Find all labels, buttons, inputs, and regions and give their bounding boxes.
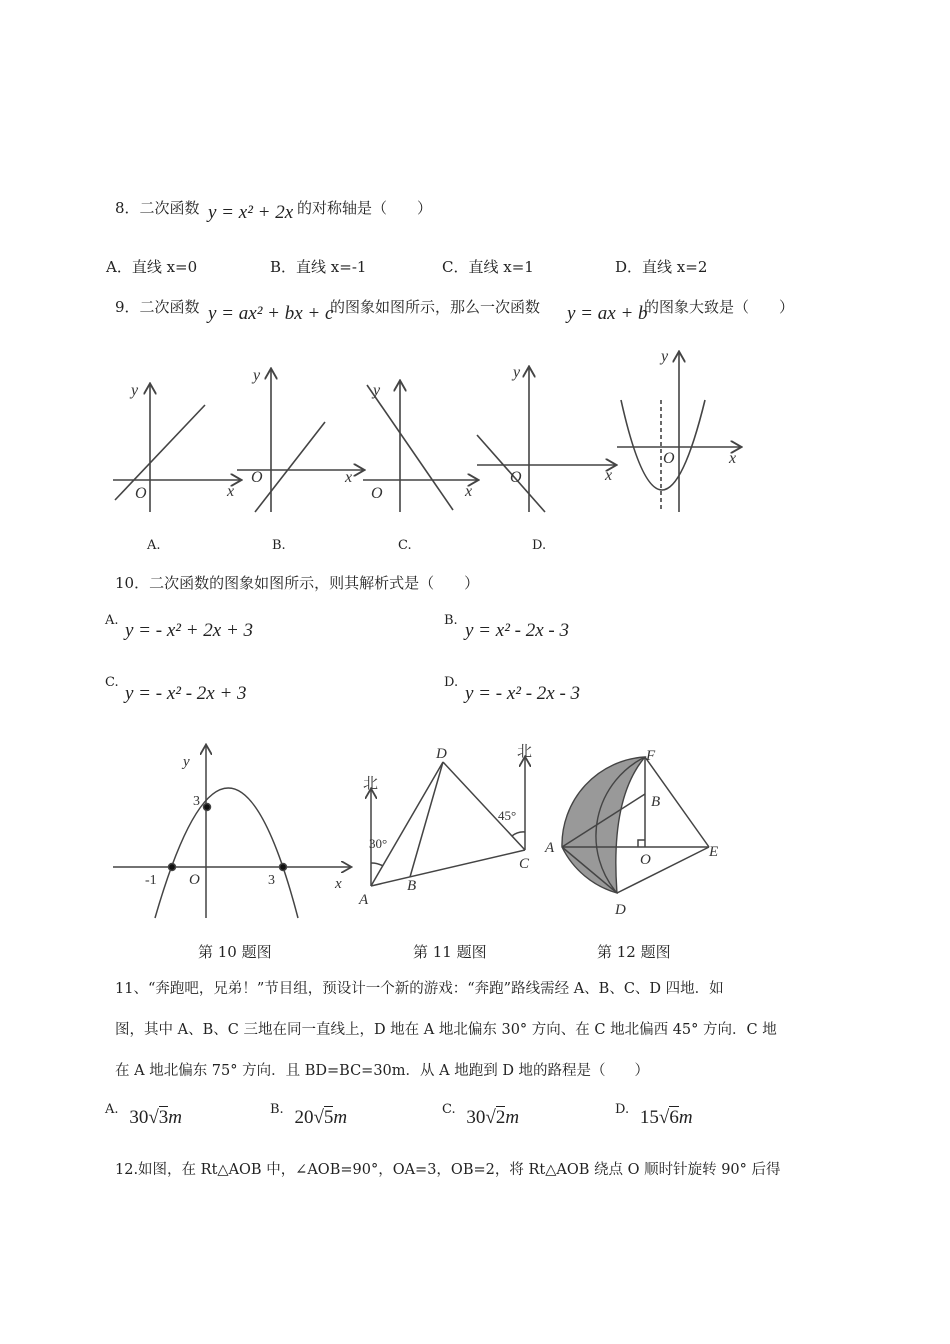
q9-option-b[interactable]: B. [272, 538, 286, 553]
q9-option-a[interactable]: A. [147, 538, 161, 553]
q11-option-a[interactable] [105, 1097, 182, 1128]
q10-option-d-label[interactable]: D. [444, 675, 459, 690]
sqrt-icon: √ [658, 1107, 670, 1128]
q9-formula-quadratic: y = ax² + bx + c [208, 303, 334, 324]
q11-option-b-label: B. [270, 1102, 284, 1117]
sqrt-icon: √ [485, 1107, 496, 1128]
fig11-north-label-c: 北 [517, 744, 533, 760]
q11-c-unit: m [505, 1107, 520, 1128]
sqrt-icon: √ [313, 1107, 324, 1128]
q11-option-b[interactable] [270, 1097, 348, 1128]
q10-option-a-formula[interactable]: y = - x² + 2x + 3 [125, 620, 254, 641]
q10-stem: 10．二次函数的图象如图所示，则其解析式是（ ） [115, 574, 480, 592]
q10-option-d-formula[interactable]: y = - x² - 2x - 3 [465, 683, 581, 704]
fig10-y-intercept-label: 3 [193, 794, 200, 809]
q9-b-x-label: x [345, 469, 353, 486]
q9-b-y-label: y [253, 367, 261, 384]
q10-option-c-formula[interactable]: y = - x² - 2x + 3 [125, 683, 247, 704]
fig10-root-right-label: 3 [268, 873, 275, 888]
fig10-y-label: y [183, 754, 190, 770]
q9-formula-linear: y = ax + b [567, 303, 648, 324]
q9-a-x-label: x [227, 483, 235, 500]
q9-a-y-label: y [131, 382, 139, 399]
q9-d-origin: O [510, 469, 522, 486]
q11-a-unit: m [168, 1107, 182, 1128]
q9-c-x-label: x [465, 483, 473, 500]
q9-a-origin: O [135, 485, 147, 502]
fig12-point-o: O [640, 852, 651, 868]
q11-option-d[interactable] [615, 1097, 693, 1128]
q9-graph-b [237, 370, 363, 512]
fig10-origin: O [189, 872, 200, 888]
q11-option-c[interactable] [442, 1097, 520, 1128]
q9-stem-prefix: 9．二次函数 [115, 298, 200, 316]
q9-stem-suffix: 的图象大致是（ ） [644, 298, 795, 316]
q11-text-line-1: 11、“奔跑吧，兄弟！”节目组，预设计一个新的游戏：“奔跑”路线需经 A、B、C、D 四地．如 [115, 981, 724, 997]
q9-stem-middle: 的图象如图所示，那么一次函数 [330, 298, 541, 316]
fig11-caption: 第 11 题图 [413, 943, 487, 961]
fig12-point-b: B [651, 794, 661, 810]
q11-d-radicand: 6 [669, 1107, 679, 1128]
fig12-point-d: D [615, 902, 626, 918]
q11-b-coef: 20 [294, 1107, 314, 1128]
q9-d-y-label: y [513, 364, 521, 381]
fig11-point-b: B [407, 878, 417, 894]
fig11-point-c: C [519, 856, 530, 872]
q10-option-a-label[interactable]: A. [105, 613, 119, 628]
q9-b-origin: O [251, 469, 263, 486]
q11-d-coef: 15 [639, 1107, 659, 1128]
fig11-angle-30-label: 30° [369, 836, 388, 851]
q11-c-radicand: 2 [495, 1107, 506, 1128]
figures-row [105, 738, 755, 923]
q11-option-b-value [294, 1107, 347, 1128]
fig11-point-a: A [359, 892, 369, 908]
fig12-point-e: E [709, 844, 719, 860]
fig12-point-a: A [545, 840, 555, 856]
q11-option-a-value [129, 1107, 182, 1128]
q9-option-c[interactable]: C. [398, 538, 412, 553]
q11-option-d-value [640, 1107, 693, 1128]
q11-option-c-label: C. [442, 1102, 456, 1117]
q11-text-line-2: 图，其中 A、B、C 三地在同一直线上，D 地在 A 地北偏东 30° 方向、在 C 地北偏西 45° 方向．C 地 [115, 1022, 777, 1038]
q9-c-y-label: y [373, 382, 381, 399]
q11-c-coef: 30 [466, 1107, 486, 1128]
q9-option-d[interactable]: D. [532, 538, 547, 553]
q11-option-a-label: A. [105, 1102, 119, 1117]
fig10-x-label: x [335, 876, 342, 892]
q8-option-d[interactable]: D．直线 x=2 [615, 258, 708, 276]
q9-graphs [105, 350, 755, 520]
fig11-angle-45-label: 45° [498, 808, 517, 823]
fig11-point-d: D [436, 746, 447, 762]
q8-stem-prefix: 8．二次函数 [115, 199, 200, 217]
q8-formula: y = x² + 2x [208, 202, 294, 223]
q9-ref-y-label: y [661, 350, 669, 365]
q11-b-unit: m [333, 1107, 348, 1128]
q9-graph-a [113, 385, 240, 512]
q10-option-b-label[interactable]: B. [444, 613, 458, 628]
q8-stem-suffix: 的对称轴是（ ） [297, 199, 433, 217]
q9-graph-d [477, 368, 615, 512]
q11-d-unit: m [678, 1107, 693, 1128]
figure-12 [562, 757, 709, 893]
q8-option-a[interactable]: A．直线 x=0 [106, 258, 198, 276]
fig12-caption: 第 12 题图 [597, 943, 671, 961]
q10-option-c-label[interactable]: C. [105, 675, 119, 690]
q8-option-c[interactable]: C．直线 x=1 [442, 258, 534, 276]
q9-reference-parabola [617, 353, 740, 512]
q9-d-x-label: x [605, 467, 613, 484]
fig12-point-f: F [646, 748, 656, 764]
fig11-north-label-a: 北 [363, 776, 379, 792]
q8-option-b[interactable]: B．直线 x=-1 [270, 258, 367, 276]
sqrt-icon: √ [148, 1107, 159, 1128]
q11-a-radicand: 3 [158, 1107, 169, 1128]
q11-a-coef: 30 [129, 1107, 149, 1128]
q12-text-line-1: 12.如图，在 Rt△AOB 中，∠AOB=90°，OA=3，OB=2，将 Rt△AOB 绕点 O 顺时针旋转 90° 后得 [115, 1162, 781, 1178]
figure-10 [113, 746, 350, 918]
q9-c-origin: O [371, 485, 383, 502]
q11-b-radicand: 5 [323, 1107, 334, 1128]
q9-ref-origin: O [663, 450, 675, 467]
q11-option-c-value [466, 1107, 519, 1128]
fig10-caption: 第 10 题图 [198, 943, 272, 961]
q11-option-d-label: D. [615, 1102, 630, 1117]
q11-text-line-3: 在 A 地北偏东 75° 方向．且 BD=BC=30m．从 A 地跑到 D 地的路程是（ ） [115, 1063, 650, 1079]
q10-option-b-formula[interactable]: y = x² - 2x - 3 [465, 620, 569, 641]
q9-ref-x-label: x [729, 450, 737, 467]
fig10-root-left-label: -1 [145, 873, 157, 888]
